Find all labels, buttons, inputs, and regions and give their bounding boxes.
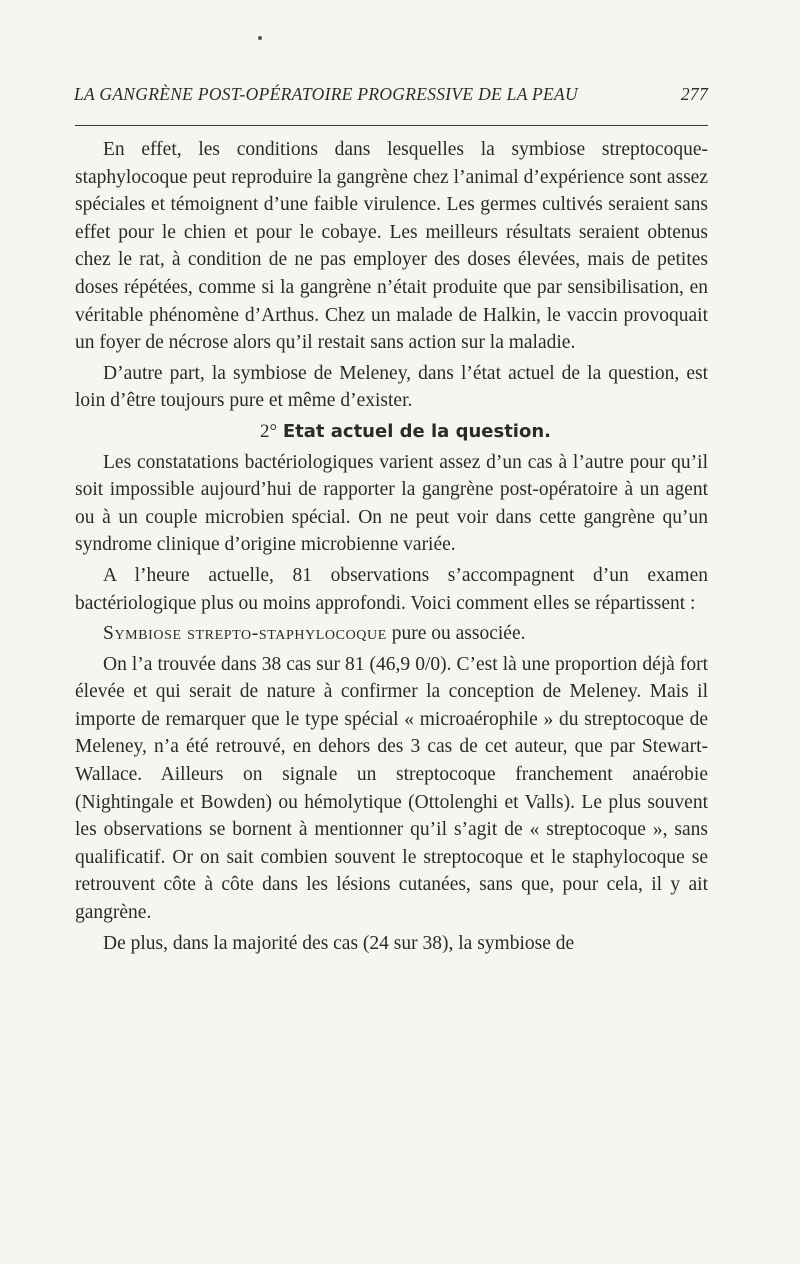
header-rule [75, 125, 708, 126]
body-text [75, 136, 708, 960]
section-title: Etat actuel de la question. [282, 420, 551, 442]
paragraph: De plus, dans la majorité des cas (24 sur 38), la symbiose de [103, 932, 575, 954]
page-number: 277 [680, 84, 708, 104]
paragraph: D’autre part, la symbiose de Meleney, dans l’état actuel de la question, est loin d’être toujours pure et même d’exister. [75, 362, 708, 412]
section-heading [75, 418, 708, 446]
paragraph: On l’a trouvée dans 38 cas sur 81 (46,9 0/0). C’est là une proportion déjà fort élevée et qui serait de nature à confirmer la conception de Meleney. Mais il importe de remarquer que le type spécial « microaérophile » du streptocoque de Meleney, n’a été retrouvé, en dehors des 3 cas de cet auteur, que par Stewart-Wallace. Ailleurs on signale un streptocoque franchement anaérobie (Nightingale et Bowden) ou hémolytique (Ottolenghi et Valls). Le plus souvent les observations se bornent à mentionner qu’il s’agit de « streptocoque », sans qualificatif. Or on sait combien souvent le streptocoque et le staphylocoque se retrouvent côte à côte dans les lésions cutanées, sans que, pour cela, il y ait gangrène. [75, 653, 708, 924]
running-title: LA GANGRÈNE POST-OPÉRATOIRE PROGRESSIVE DE LA PEAU [74, 84, 578, 104]
paragraph: Les constatations bactériologiques varient assez d’un cas à l’autre pour qu’il soit impossible aujourd’hui de rapporter la gangrène post-opératoire à un agent ou à un couple microbien spécial. On ne peut voir dans cette gangrène qu’un syndrome clinique d’origine microbienne variée. [75, 451, 708, 556]
paragraph: En effet, les conditions dans lesquelles la symbiose streptocoque-staphylocoque peut reproduire la gangrène chez l’animal d’expérience sont assez spéciales et témoignent d’une faible virulence. Les germes cultivés seraient sans effet pour le chien et pour le cobaye. Les meilleurs résultats seraient obtenus chez le rat, à condition de ne pas employer des doses élevées, mais de petites doses répétées, comme si la gangrène n’était produite que par sensibilisation, en véritable phénomène d’Arthus. Chez un malade de Halkin, le vaccin provoquait un foyer de nécrose alors qu’il restait sans action sur la maladie. [75, 139, 708, 354]
subheading [75, 620, 708, 648]
subheading-rest: pure ou associée. [386, 623, 526, 645]
subheading-small-caps: Symbiose strepto-staphylocoque [103, 623, 387, 645]
section-number: 2° [260, 420, 278, 442]
print-speck [258, 36, 262, 40]
running-header [74, 84, 708, 105]
paragraph: A l’heure actuelle, 81 observations s’accompagnent d’un examen bactériologique plus ou moins approfondi. Voici comment elles se répartissent : [75, 564, 708, 614]
